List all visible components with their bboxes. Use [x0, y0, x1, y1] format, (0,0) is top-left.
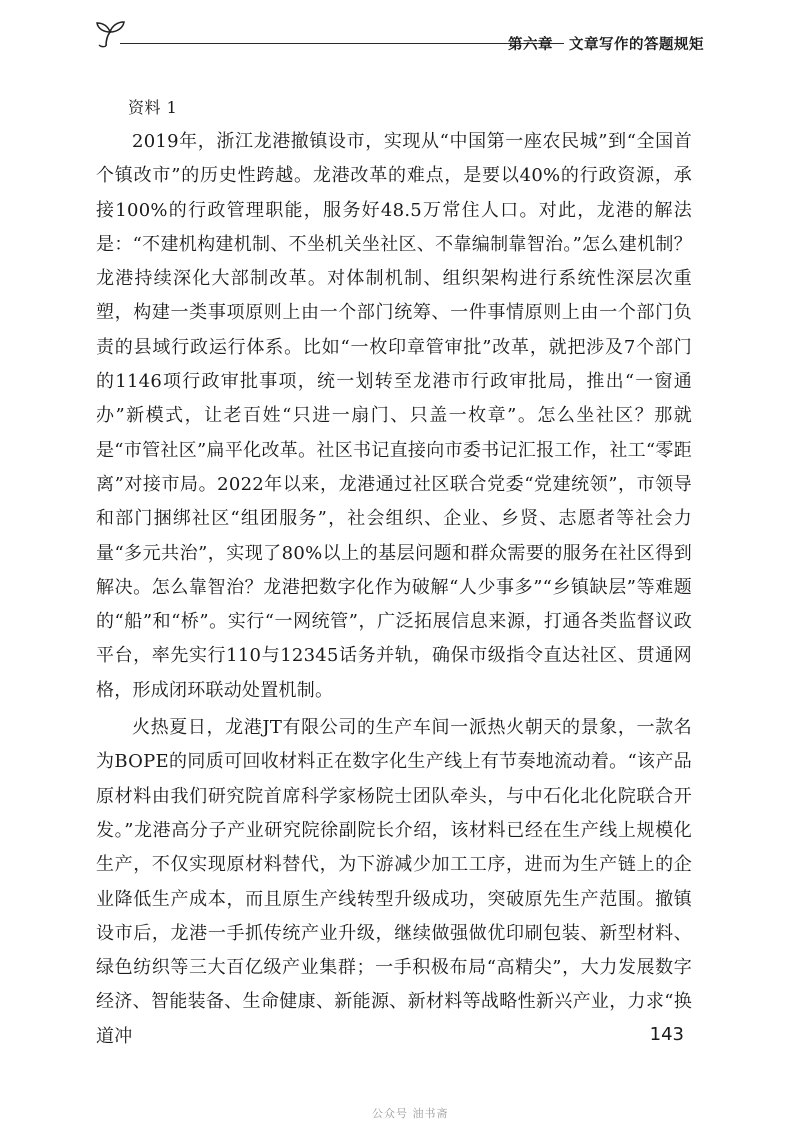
material-label: 资料 1: [128, 98, 178, 117]
header-rule: [120, 43, 564, 44]
chapter-heading: [508, 33, 704, 54]
chapter-title: 文章写作的答题规矩: [569, 37, 704, 53]
page-number: 143: [649, 1024, 684, 1045]
paragraph-1: 2019年，浙江龙港撤镇设市，实现从“中国第一座农民城”到“全国首个镇改市”的历史性跨越。龙港改革的难点，是要以40%的行政资源，承接100%的行政管理职能，服务好48.5万常住人口。对此，龙港的解法是：“不建机构建机制、不坐机关坐社区、不靠编制靠智治。”怎么建机制？龙港持续深化大部制改革。对体制机制、组织架构进行系统性深层次重塑，构建一类事项原则上由一个部门统筹、一件事情原则上由一个部门负责的县域行政运行体系。比如“一枚印章管审批”改革，就把涉及7个部门的1146项行政审批事项，统一划转至龙港市行政审批局，推出“一窗通办”新模式，让老百姓“只进一扇门、只盖一枚章”。怎么坐社区？那就是“市管社区”扁平化改革。社区书记直接向市委书记汇报工作，社工“零距离”对接市局。2022年以来，龙港通过社区联合党委“党建统领”，市领导和部门捆绑社区“组团服务”，社会组织、企业、乡贤、志愿者等社会力量“多元共治”，实现了80%以上的基层问题和群众需要的服务在社区得到解决。怎么靠智治？龙港把数字化作为破解“人少事多”“乡镇缺层”等难题的“船”和“桥”。实行“一网统管”，广泛拓展信息来源，打通各类监督议政平台，率先实行110与12345话务并轨，确保市级指令直达社区、贯通网格，形成闭环联动处置机制。: [96, 131, 692, 701]
body-text: [96, 125, 692, 1054]
watermark: 公众号 油书斋: [372, 1107, 449, 1120]
paragraph-2: 火热夏日，龙港JT有限公司的生产车间一派热火朝天的景象，一款名为BOPE的同质可回收材料正在数字化生产线上有节奏地流动着。“该产品原材料由我们研究院首席科学家杨院士团队牵头，与中石化北化院联合开发。”龙港高分子产业研究院徐副院长介绍，该材料已经在生产线上规模化生产，不仅实现原材料替代，为下游减少加工工序，进而为生产链上的企业降低生产成本，而且原生产线转型升级成功，突破原先生产范围。撤镇设市后，龙港一手抓传统产业升级，继续做强做优印刷包装、新型材料、绿色纺织等三大百亿级产业集群；一手积极布局“高精尖”，大力发展数字经济、智能装备、生命健康、新能源、新材料等战略性新兴产业，力求“换道冲: [96, 717, 692, 1047]
running-header: [92, 14, 704, 53]
chapter-number: 第六章: [508, 37, 553, 53]
